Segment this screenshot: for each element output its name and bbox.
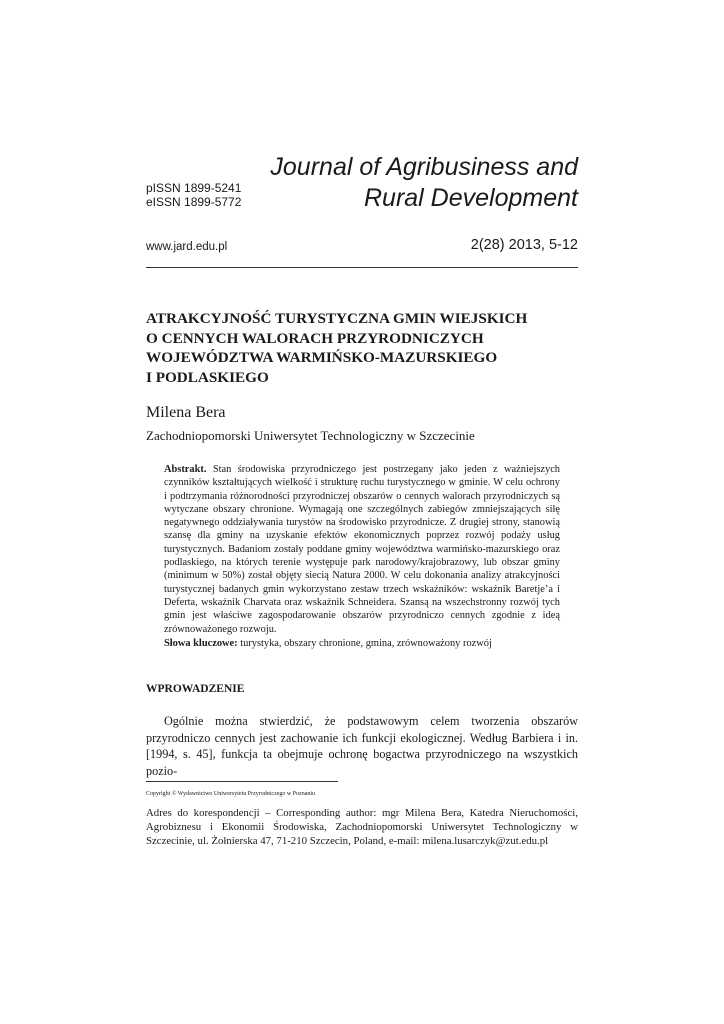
journal-website: www.jard.edu.pl [146,241,228,253]
journal-title [158,152,578,214]
article-title-line: ATRAKCYJNOŚĆ TURYSTYCZNA GMIN WIEJSKICH [146,310,528,327]
issue-info: 2(28) 2013, 5-12 [470,237,578,253]
keywords [164,637,560,650]
journal-title-line2: Rural Development [364,184,578,212]
abstract [164,463,560,636]
author-affiliation: Zachodniopomorski Uniwersytet Technologiczny w Szczecinie [146,428,475,443]
header-divider [146,267,578,268]
keywords-label: Słowa kluczowe: [164,638,238,649]
keywords-text: turystyka, obszary chronione, gmina, zrównoważony rozwój [240,638,492,649]
article-title [146,309,586,387]
article-title-line: O CENNYCH WALORACH PRZYRODNICZYCH [146,329,484,347]
copyright-notice: Copyright © Wydawnictwo Uniwersytetu Przyrodniczego w Poznaniu [146,791,316,797]
abstract-label: Abstrakt. [164,464,207,475]
article-title-line: WOJEWÓDZTWA WARMIŃSKO-MAZURSKIEGO [146,349,498,366]
correspondence-address: Adres do korespondencji – Corresponding author: mgr Milena Bera, Katedra Nieruchomości, Agrobiznesu i Ekonomii Środowiska, Zachodniopomorski Uniwersytet Technologiczny w Szczecinie, ul. Żołnierska 47, 71-210 Szczecin, Poland, e-mail: milena.lusarczyk@zut.edu.pl [146,807,578,847]
footnote-divider [146,781,338,782]
eissn: eISSN 1899-5772 [146,195,242,209]
section-heading: WPROWADZENIE [146,683,245,695]
pissn: pISSN 1899-5241 [146,181,242,195]
journal-title-line1: Journal of Agribusiness and [270,153,578,181]
intro-paragraph: Ogólnie można stwierdzić, że podstawowym celem tworzenia obszarów przyrodniczo cennych jest zachowanie ich funkcji ekologicznej. Według Barbiera i in. [1994, s. 45], funkcja ta obejmuje ochronę bogactwa przyrodniczego na wszystkich pozio- [146,714,578,778]
article-title-line: I PODLASKIEGO [146,368,269,386]
author-name: Milena Bera [146,404,226,421]
abstract-text: Stan środowiska przyrodniczego jest postrzegany jako jeden z ważniejszych czynników kształtujących wielkość i strukturę ruchu turystycznego w gminie. W celu ochrony i podtrzymania różnorodności przyrodniczej obszarów o cennych walorach przyrodniczych są wytyczane obszary chronione. Wymagają one szczególnych zabiegów zmniejszających siłę negatywnego oddziaływania turystów na środowisko przyrodnicze. Z drugiej strony, stanowią szansę dla gminy na uzyskanie efektów ekonomicznych poprzez rozwój podaży usług turystycznych. Badaniom zostały poddane gminy województwa warmińsko-mazurskiego oraz podlaskiego, na których terenie występuje park narodowy/krajobrazowy, lub obszar gminy (minimum w 50%) został objęty siecią Natura 2000. W celu dokonania analizy atrakcyjności turystycznej badanych gmin wykorzystano zestaw trzech wskaźników: wskaźnik Baretje’a i Deferta, wskaźnik Charvata oraz wskaźnik Schneidera. Szansą na wszechstronny rozwój tych gmin jest właściwe zagospodarowanie obszarów przyrodniczo cennych zgodnie z ideą zrównoważonego rozwoju. [164,464,560,635]
